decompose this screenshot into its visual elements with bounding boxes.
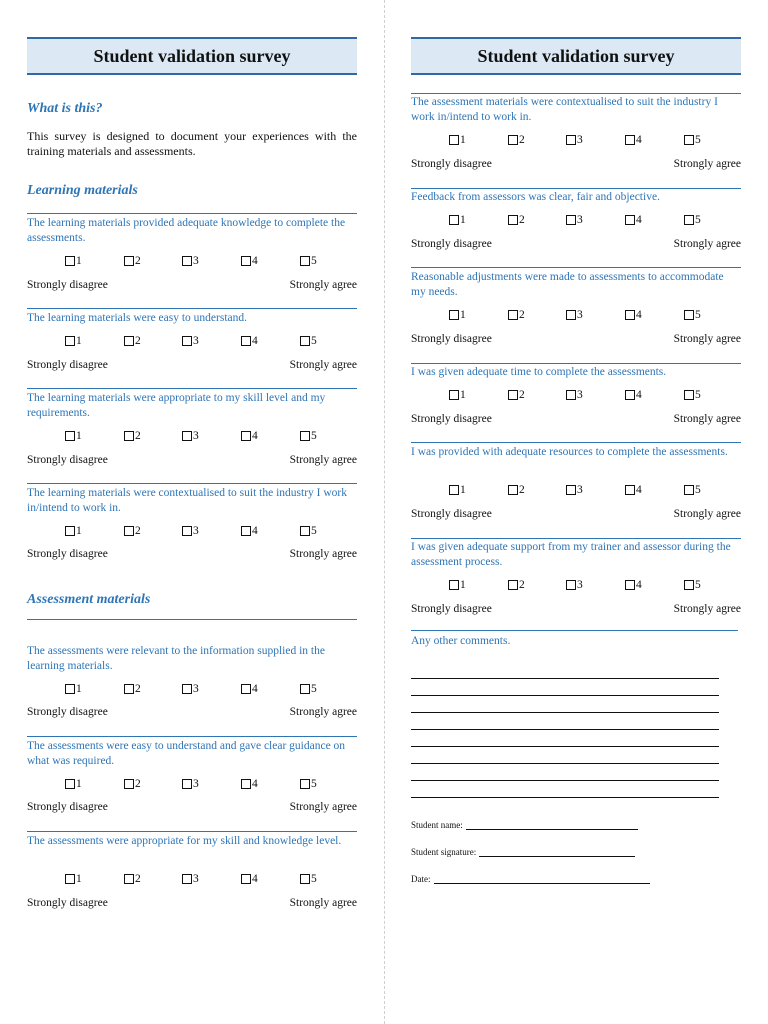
checkbox[interactable] [449,215,459,225]
rating-option-3[interactable] [566,212,583,228]
strongly-agree-label: Strongly agree [673,603,741,615]
rating-option-5[interactable] [300,253,317,269]
scale-anchors [411,508,741,524]
rating-scale-4 [411,387,741,403]
scale-anchors [27,706,357,722]
strongly-agree-label: Strongly agree [289,801,357,813]
rating-option-label: 4 [636,389,642,401]
checkbox[interactable] [241,431,251,441]
checkbox[interactable] [684,390,694,400]
rating-option-label: 5 [311,335,317,347]
rating-scale-learning-4 [27,523,357,539]
checkbox[interactable] [625,215,635,225]
rating-option-label: 4 [252,525,258,537]
strongly-agree-label: Strongly agree [289,897,357,909]
rating-option-label: 2 [519,579,525,591]
rating-scale-learning-3 [27,428,357,444]
checkbox[interactable] [625,390,635,400]
checkbox[interactable] [241,874,251,884]
strongly-agree-label: Strongly agree [673,333,741,345]
question-4: I was given adequate time to complete the assessments. [411,366,667,378]
date-row [411,872,650,884]
student-name-row [411,818,638,830]
rating-option-5[interactable] [684,482,701,498]
rating-option-label: 5 [695,579,701,591]
rating-option-4[interactable] [625,482,642,498]
question-rule [27,831,357,832]
rating-option-label: 5 [695,389,701,401]
rating-option-3[interactable] [182,523,199,539]
checkbox[interactable] [684,580,694,590]
question-rule [27,483,357,484]
strongly-agree-label: Strongly agree [673,238,741,250]
question-5: I was provided with adequate resources to complete the assessments. [411,446,728,458]
rating-option-label: 2 [135,335,141,347]
scale-anchors [27,279,357,295]
rating-option-label: 1 [76,683,82,695]
rating-scale-3 [411,307,741,323]
rating-option-label: 2 [135,873,141,885]
student-signature-row [411,845,635,857]
strongly-disagree-label: Strongly disagree [27,359,108,371]
rating-option-2[interactable] [124,333,141,349]
scale-anchors [27,897,357,913]
rating-option-2[interactable] [124,428,141,444]
rating-option-5[interactable] [300,523,317,539]
checkbox[interactable] [566,580,576,590]
checkbox[interactable] [684,135,694,145]
rating-option-label: 3 [193,525,199,537]
rating-option-label: 3 [577,484,583,496]
rating-option-4[interactable] [241,523,258,539]
scale-anchors [27,548,357,564]
rating-option-label: 3 [193,430,199,442]
scale-anchors [27,454,357,470]
scale-anchors [411,158,741,174]
rating-option-label: 3 [193,683,199,695]
rating-option-2[interactable] [508,307,525,323]
rating-option-label: 4 [252,255,258,267]
comment-line[interactable] [411,763,719,764]
scale-anchors [411,413,741,429]
rating-option-label: 5 [311,255,317,267]
rating-option-2[interactable] [508,132,525,148]
checkbox[interactable] [566,135,576,145]
rating-option-5[interactable] [300,776,317,792]
scale-anchors [27,801,357,817]
scale-anchors [27,359,357,375]
strongly-disagree-label: Strongly disagree [27,897,108,909]
checkbox[interactable] [625,135,635,145]
checkbox[interactable] [449,580,459,590]
strongly-disagree-label: Strongly disagree [27,801,108,813]
question-rule [27,388,357,389]
rating-option-5[interactable] [684,212,701,228]
learning-question-3: The learning materials were appropriate to my skill level and my requirements. [27,392,326,419]
rating-option-label: 1 [76,430,82,442]
rating-option-label: 4 [252,335,258,347]
checkbox[interactable] [684,310,694,320]
scale-anchors [411,238,741,254]
checkbox[interactable] [449,390,459,400]
strongly-disagree-label: Strongly disagree [411,333,492,345]
strongly-disagree-label: Strongly disagree [411,158,492,170]
checkbox[interactable] [182,874,192,884]
rating-option-4[interactable] [241,253,258,269]
rating-option-label: 5 [311,525,317,537]
question-rule [27,213,357,214]
rating-option-label: 3 [193,778,199,790]
rating-option-label: 1 [76,335,82,347]
checkbox[interactable] [182,779,192,789]
checkbox[interactable] [124,431,134,441]
checkbox[interactable] [625,580,635,590]
rating-option-label: 4 [252,873,258,885]
assessment-materials-heading: Assessment materials [27,592,151,607]
strongly-disagree-label: Strongly disagree [27,548,108,560]
rating-option-label: 1 [76,255,82,267]
rating-option-label: 2 [135,430,141,442]
rating-option-3[interactable] [566,482,583,498]
rating-option-4[interactable] [625,307,642,323]
strongly-disagree-label: Strongly disagree [27,454,108,466]
learning-question-4: The learning materials were contextualised to suit the industry I work in/intend to work in. [27,487,347,514]
rating-option-label: 4 [636,579,642,591]
rating-scale-learning-1 [27,253,357,269]
rating-option-2[interactable] [124,776,141,792]
rating-option-1[interactable] [449,307,466,323]
rating-option-label: 3 [577,309,583,321]
survey-title: Student validation survey [411,37,741,75]
rating-option-label: 2 [519,309,525,321]
rating-option-label: 3 [193,255,199,267]
rating-option-5[interactable] [300,871,317,887]
student-name-label: Student name: [411,820,463,830]
question-1: The assessment materials were contextualised to suit the industry I work in/intend to work in. [411,96,718,123]
checkbox[interactable] [241,336,251,346]
rating-option-1[interactable] [449,212,466,228]
rating-option-4[interactable] [241,776,258,792]
rating-option-label: 4 [252,778,258,790]
rating-option-label: 1 [76,525,82,537]
rating-option-2[interactable] [508,387,525,403]
comment-line[interactable] [411,746,719,747]
rating-option-label: 3 [193,335,199,347]
strongly-agree-label: Strongly agree [289,548,357,560]
checkbox[interactable] [625,310,635,320]
rating-option-2[interactable] [508,482,525,498]
what-is-this-heading: What is this? [27,101,103,116]
rating-option-1[interactable] [65,523,82,539]
question-3: Reasonable adjustments were made to assessments to accommodate my needs. [411,271,724,298]
rating-option-label: 4 [252,430,258,442]
question-rule [27,619,357,620]
rating-option-5[interactable] [300,333,317,349]
comment-line[interactable] [411,695,719,696]
rating-option-5[interactable] [684,307,701,323]
learning-question-2: The learning materials were easy to understand. [27,312,248,324]
student-name-field[interactable] [466,820,638,830]
rating-option-label: 5 [311,873,317,885]
comment-line[interactable] [411,678,719,679]
checkbox[interactable] [449,485,459,495]
rating-option-4[interactable] [241,681,258,697]
checkbox[interactable] [566,215,576,225]
rating-option-4[interactable] [241,871,258,887]
checkbox[interactable] [124,874,134,884]
rating-option-1[interactable] [449,387,466,403]
rating-option-3[interactable] [182,333,199,349]
rating-option-label: 3 [193,873,199,885]
rating-option-label: 1 [76,873,82,885]
checkbox[interactable] [300,779,310,789]
checkbox[interactable] [684,485,694,495]
rating-option-label: 3 [577,389,583,401]
learning-materials-heading: Learning materials [27,183,138,198]
checkbox[interactable] [566,485,576,495]
checkbox[interactable] [65,874,75,884]
rating-option-label: 5 [695,214,701,226]
checkbox[interactable] [508,485,518,495]
rating-option-2[interactable] [124,681,141,697]
checkbox[interactable] [300,874,310,884]
rating-option-label: 5 [695,134,701,146]
rating-option-4[interactable] [241,428,258,444]
question-rule [411,93,741,94]
question-rule [411,630,738,631]
rating-option-label: 2 [135,255,141,267]
date-label: Date: [411,874,431,884]
question-rule [411,363,741,364]
rating-option-label: 1 [460,389,466,401]
rating-option-1[interactable] [449,132,466,148]
rating-option-3[interactable] [566,307,583,323]
rating-option-3[interactable] [182,776,199,792]
question-rule [27,736,357,737]
rating-option-1[interactable] [449,577,466,593]
rating-option-label: 3 [577,214,583,226]
checkbox[interactable] [566,310,576,320]
rating-option-4[interactable] [625,132,642,148]
rating-option-label: 4 [636,309,642,321]
rating-scale-5 [411,482,741,498]
checkbox[interactable] [65,684,75,694]
checkbox[interactable] [508,310,518,320]
rating-option-label: 5 [695,309,701,321]
rating-option-label: 1 [460,134,466,146]
question-2: Feedback from assessors was clear, fair and objective. [411,191,660,203]
comment-line[interactable] [411,780,719,781]
rating-option-1[interactable] [65,428,82,444]
rating-option-4[interactable] [625,212,642,228]
checkbox[interactable] [300,431,310,441]
checkbox[interactable] [65,431,75,441]
rating-option-4[interactable] [625,577,642,593]
checkbox[interactable] [508,390,518,400]
checkbox[interactable] [65,526,75,536]
strongly-disagree-label: Strongly disagree [27,279,108,291]
rating-option-3[interactable] [566,132,583,148]
student-signature-field[interactable] [479,847,635,857]
rating-option-label: 1 [460,579,466,591]
comment-line[interactable] [411,712,719,713]
date-field[interactable] [434,874,650,884]
student-signature-label: Student signature: [411,847,477,857]
checkbox[interactable] [508,135,518,145]
rating-option-2[interactable] [508,577,525,593]
rating-option-label: 2 [519,214,525,226]
rating-option-5[interactable] [684,577,701,593]
checkbox[interactable] [508,215,518,225]
assessment-question-2: The assessments were easy to understand and gave clear guidance on what was required. [27,740,346,767]
checkbox[interactable] [182,526,192,536]
rating-option-2[interactable] [508,212,525,228]
question-rule [27,308,357,309]
strongly-disagree-label: Strongly disagree [411,603,492,615]
checkbox[interactable] [182,336,192,346]
question-6: I was given adequate support from my trainer and assessor during the assessment process. [411,541,731,568]
rating-option-4[interactable] [625,387,642,403]
learning-question-1: The learning materials provided adequate knowledge to complete the assessments. [27,217,346,244]
rating-scale-assessment-3 [27,871,357,887]
question-rule [411,442,741,443]
rating-option-4[interactable] [241,333,258,349]
strongly-agree-label: Strongly agree [289,359,357,371]
rating-option-5[interactable] [300,428,317,444]
strongly-agree-label: Strongly agree [673,158,741,170]
checkbox[interactable] [124,526,134,536]
rating-option-label: 4 [252,683,258,695]
rating-option-label: 5 [311,683,317,695]
rating-option-label: 1 [460,484,466,496]
strongly-disagree-label: Strongly disagree [411,413,492,425]
rating-option-label: 1 [76,778,82,790]
checkbox[interactable] [241,684,251,694]
rating-option-label: 4 [636,214,642,226]
rating-option-3[interactable] [182,253,199,269]
checkbox[interactable] [182,256,192,266]
checkbox[interactable] [300,336,310,346]
strongly-agree-label: Strongly agree [289,706,357,718]
checkbox[interactable] [300,684,310,694]
scale-anchors [411,333,741,349]
rating-option-1[interactable] [65,871,82,887]
rating-scale-1 [411,132,741,148]
rating-option-label: 1 [460,309,466,321]
rating-option-label: 4 [636,484,642,496]
rating-option-3[interactable] [182,681,199,697]
checkbox[interactable] [182,431,192,441]
checkbox[interactable] [65,336,75,346]
checkbox[interactable] [182,684,192,694]
checkbox[interactable] [566,390,576,400]
rating-option-label: 2 [519,134,525,146]
rating-option-label: 5 [311,430,317,442]
rating-option-2[interactable] [124,871,141,887]
strongly-agree-label: Strongly agree [289,454,357,466]
rating-option-label: 3 [577,134,583,146]
survey-intro: This survey is designed to document your experiences with the training materials and assessments. [27,129,357,158]
comment-line[interactable] [411,729,719,730]
rating-option-label: 2 [519,389,525,401]
checkbox[interactable] [124,684,134,694]
checkbox[interactable] [241,256,251,266]
checkbox[interactable] [65,256,75,266]
checkbox[interactable] [449,135,459,145]
rating-scale-learning-2 [27,333,357,349]
checkbox[interactable] [241,779,251,789]
rating-option-1[interactable] [65,253,82,269]
rating-option-label: 2 [135,778,141,790]
checkbox[interactable] [300,256,310,266]
checkbox[interactable] [449,310,459,320]
checkbox[interactable] [508,580,518,590]
comments-label: Any other comments. [411,635,511,647]
rating-option-label: 5 [311,778,317,790]
page-fold-divider [384,0,385,1024]
rating-option-5[interactable] [300,681,317,697]
rating-scale-assessment-1 [27,681,357,697]
question-rule [411,538,741,539]
rating-option-5[interactable] [684,132,701,148]
comment-line[interactable] [411,797,719,798]
assessment-question-3: The assessments were appropriate for my skill and knowledge level. [27,835,342,847]
rating-scale-assessment-2 [27,776,357,792]
question-rule [411,188,741,189]
checkbox[interactable] [124,256,134,266]
rating-option-3[interactable] [566,387,583,403]
rating-scale-2 [411,212,741,228]
survey-title: Student validation survey [27,37,357,75]
strongly-disagree-label: Strongly disagree [27,706,108,718]
rating-option-3[interactable] [182,871,199,887]
strongly-agree-label: Strongly agree [289,279,357,291]
strongly-disagree-label: Strongly disagree [411,238,492,250]
rating-option-label: 5 [695,484,701,496]
rating-option-3[interactable] [566,577,583,593]
assessment-question-1: The assessments were relevant to the information supplied in the learning materials. [27,645,325,672]
rating-option-2[interactable] [124,523,141,539]
checkbox[interactable] [124,336,134,346]
rating-option-1[interactable] [449,482,466,498]
rating-scale-6 [411,577,741,593]
rating-option-1[interactable] [65,681,82,697]
rating-option-1[interactable] [65,333,82,349]
rating-option-label: 3 [577,579,583,591]
strongly-agree-label: Strongly agree [673,508,741,520]
rating-option-2[interactable] [124,253,141,269]
rating-option-1[interactable] [65,776,82,792]
checkbox[interactable] [124,779,134,789]
checkbox[interactable] [300,526,310,536]
strongly-agree-label: Strongly agree [673,413,741,425]
rating-option-5[interactable] [684,387,701,403]
rating-option-label: 2 [519,484,525,496]
rating-option-label: 2 [135,683,141,695]
checkbox[interactable] [625,485,635,495]
scale-anchors [411,603,741,619]
rating-option-3[interactable] [182,428,199,444]
rating-option-label: 1 [460,214,466,226]
checkbox[interactable] [684,215,694,225]
rating-option-label: 4 [636,134,642,146]
rating-option-label: 2 [135,525,141,537]
checkbox[interactable] [241,526,251,536]
checkbox[interactable] [65,779,75,789]
strongly-disagree-label: Strongly disagree [411,508,492,520]
question-rule [411,267,741,268]
